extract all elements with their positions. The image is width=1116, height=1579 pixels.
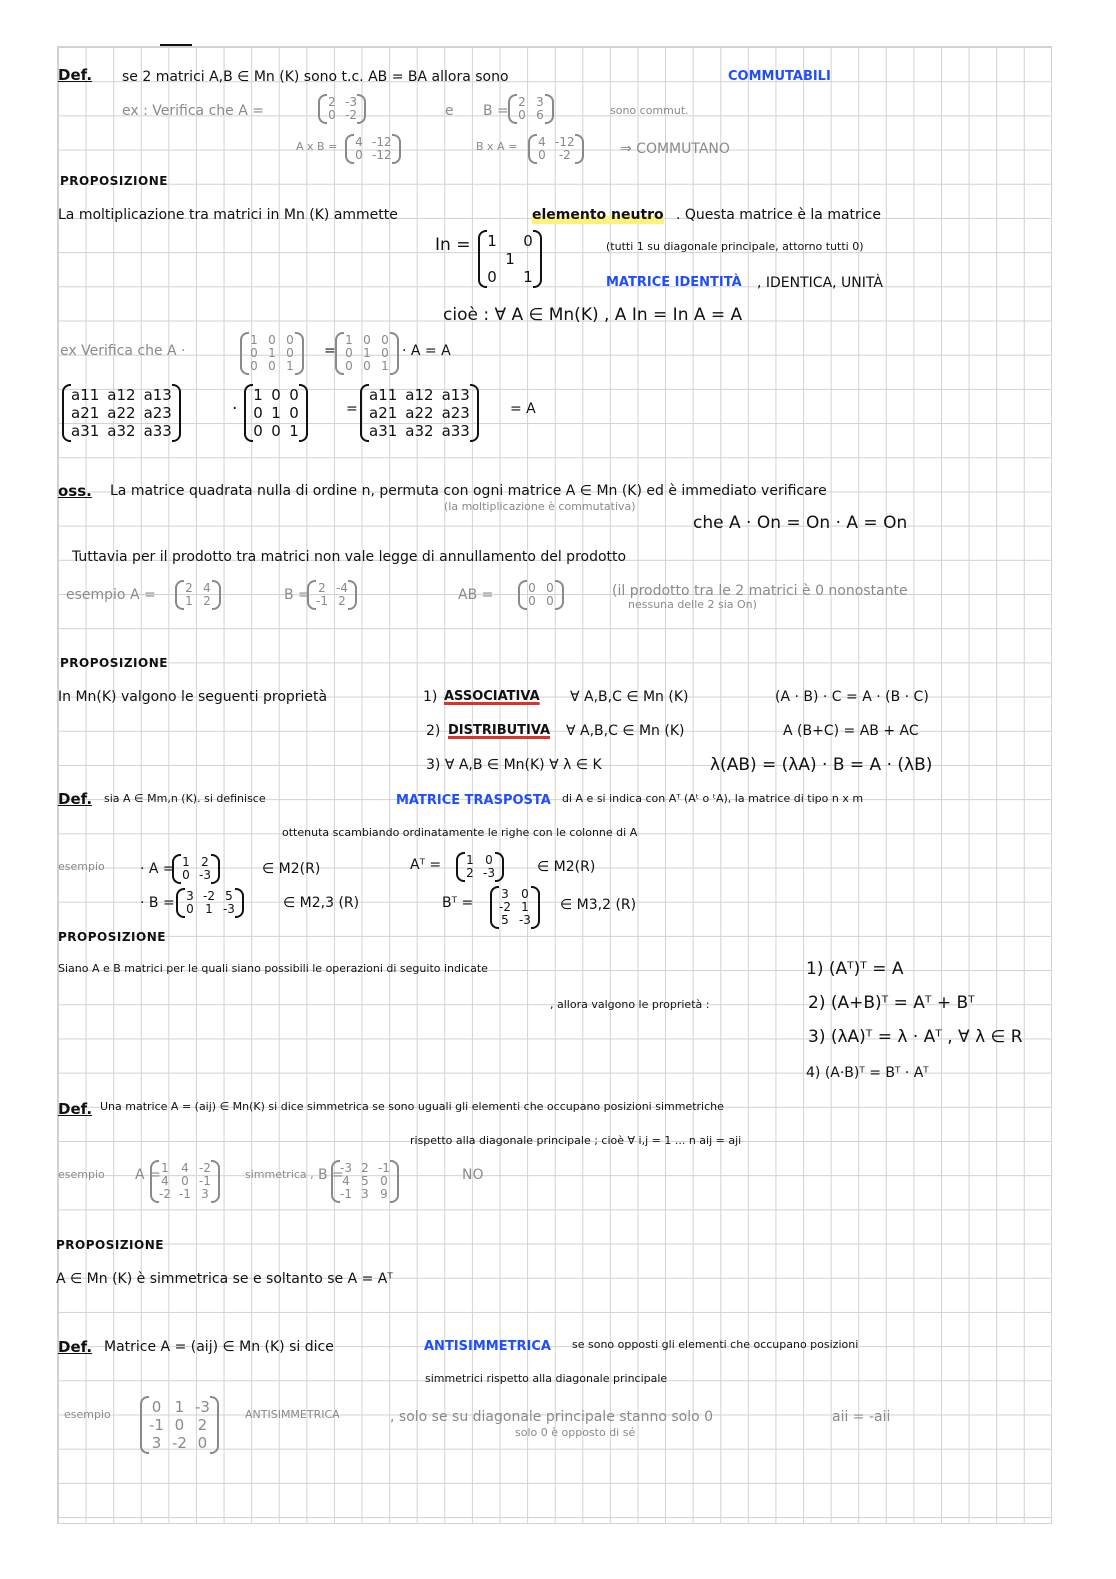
matrix bbox=[307, 580, 357, 610]
matrix-cell: 0 bbox=[345, 359, 353, 373]
term-trasposta: MATRICE TRASPOSTA bbox=[396, 793, 551, 808]
matrix-cell: 4 bbox=[181, 1161, 189, 1175]
matrix-cell: 5 bbox=[501, 913, 509, 927]
matrix-cell: -2 bbox=[558, 148, 571, 162]
text: simmetrici rispetto alla diagonale principale bbox=[425, 1372, 668, 1385]
matrix-cell: -2 bbox=[171, 1434, 187, 1452]
matrix-cell: 1 bbox=[250, 333, 258, 347]
text: La moltiplicazione tra matrici in Mn (K) ammette bbox=[58, 207, 398, 223]
matrix-cell: 1 bbox=[161, 1161, 169, 1175]
term-commutabili: COMMUTABILI bbox=[728, 69, 831, 84]
matrix-cell: 1 bbox=[289, 422, 299, 440]
matrix-cell: 1 bbox=[505, 250, 515, 268]
text: ∈ M2,3 (R) bbox=[283, 895, 360, 911]
note: (la moltiplicazione è commutativa) bbox=[444, 500, 636, 513]
matrix-cell bbox=[487, 250, 497, 268]
matrix bbox=[528, 134, 584, 164]
term-antisimmetrica: ANTISIMMETRICA bbox=[424, 1339, 551, 1354]
text: NO bbox=[462, 1167, 484, 1183]
property-4: 4) (A·B)ᵀ = Bᵀ · Aᵀ bbox=[806, 1065, 929, 1081]
matrix-cell: 0 bbox=[528, 594, 536, 608]
proposition-heading: PROPOSIZIONE bbox=[58, 930, 166, 944]
matrix bbox=[62, 384, 181, 442]
matrix-cell: a31 bbox=[71, 422, 100, 440]
text: In = bbox=[435, 235, 471, 255]
matrix-cell: -12 bbox=[555, 135, 575, 149]
text: Aᵀ = bbox=[410, 857, 442, 873]
matrix-cell: a32 bbox=[107, 422, 136, 440]
matrix-cell: 5 bbox=[361, 1174, 369, 1188]
matrix-cell: 0 bbox=[328, 108, 336, 122]
matrix-cell bbox=[505, 232, 515, 250]
matrix-cell: 1 bbox=[271, 404, 281, 422]
text: · bbox=[232, 399, 238, 419]
text: A (B+C) = AB + AC bbox=[783, 723, 919, 739]
matrix-cell: -4 bbox=[335, 581, 348, 595]
def-label: Def. bbox=[58, 1338, 93, 1356]
matrix bbox=[240, 332, 304, 375]
matrix-cell: -2 bbox=[499, 900, 511, 914]
text: ∈ M3,2 (R) bbox=[560, 897, 637, 913]
matrix-cell: 0 bbox=[182, 868, 190, 882]
matrix-cell: a12 bbox=[107, 386, 136, 404]
text: . Questa matrice è la matrice bbox=[676, 207, 881, 223]
matrix-cell: 2 bbox=[328, 95, 336, 109]
matrix-cell: 0 bbox=[286, 346, 294, 360]
matrix-cell: 0 bbox=[250, 346, 258, 360]
text: A = bbox=[135, 1167, 161, 1183]
matrix bbox=[244, 384, 308, 442]
matrix bbox=[318, 94, 366, 124]
matrix-cell: 1 bbox=[286, 359, 294, 373]
matrix-cell: 1 bbox=[487, 232, 497, 250]
matrix-cell: 3 bbox=[536, 95, 544, 109]
matrix-cell: 1 bbox=[345, 333, 353, 347]
text: La matrice quadrata nulla di ordine n, permuta con ogni matrice A ∈ Mn (K) ed è immediato verificare bbox=[110, 483, 827, 499]
matrix-cell: a22 bbox=[107, 404, 136, 422]
top-mark bbox=[160, 44, 192, 46]
matrix-cell: -12 bbox=[372, 135, 392, 149]
example-text: ex Verifica che A · bbox=[60, 343, 186, 359]
text: , allora valgono le proprietà : bbox=[550, 998, 710, 1011]
matrix-cell: a31 bbox=[369, 422, 398, 440]
matrix-cell: 2 bbox=[466, 866, 474, 880]
matrix-cell: 4 bbox=[538, 135, 546, 149]
text: λ(AB) = (λA) · B = A · (λB) bbox=[710, 755, 933, 775]
matrix-cell: 1 bbox=[182, 855, 190, 869]
matrix-cell: a11 bbox=[369, 386, 398, 404]
matrix bbox=[490, 886, 540, 929]
matrix-cell: 9 bbox=[380, 1187, 388, 1201]
matrix-cell: 0 bbox=[253, 404, 263, 422]
text: rispetto alla diagonale principale ; cioè ∀ i,j = 1 ... n aij = aji bbox=[410, 1134, 742, 1147]
text: se sono opposti gli elementi che occupano posizioni bbox=[572, 1338, 859, 1351]
text: (A · B) · C = A · (B · C) bbox=[775, 689, 929, 705]
matrix-cell: 0 bbox=[186, 902, 194, 916]
def-label: Def. bbox=[58, 790, 93, 808]
matrix-cell: -1 bbox=[340, 1187, 352, 1201]
matrix-cell: 1 bbox=[466, 853, 474, 867]
text: sono commut. bbox=[610, 104, 689, 117]
text: ∈ M2(R) bbox=[262, 861, 321, 877]
matrix-cell: 0 bbox=[289, 386, 299, 404]
example-text: esempio bbox=[58, 1168, 105, 1181]
matrix-cell: 0 bbox=[268, 333, 276, 347]
matrix-cell: -2 bbox=[198, 1161, 211, 1175]
matrix-cell: 0 bbox=[381, 333, 389, 347]
text: · A = bbox=[140, 861, 175, 877]
matrix-cell: 3 bbox=[201, 1187, 209, 1201]
matrix-cell: a33 bbox=[143, 422, 172, 440]
matrix bbox=[140, 1396, 219, 1454]
matrix-cell: 1 bbox=[381, 359, 389, 373]
matrix-cell: 4 bbox=[342, 1174, 350, 1188]
matrix-cell: a13 bbox=[143, 386, 172, 404]
matrix-cell: a11 bbox=[71, 386, 100, 404]
matrix bbox=[345, 134, 401, 164]
matrix-cell: -3 bbox=[345, 95, 357, 109]
text: ∀ A,B,C ∈ Mn (K) bbox=[566, 723, 685, 739]
matrix-cell: 1 bbox=[268, 346, 276, 360]
matrix-cell: 0 bbox=[381, 346, 389, 360]
text: Bᵀ = bbox=[442, 895, 474, 911]
matrix-cell: 0 bbox=[286, 333, 294, 347]
matrix-cell: 2 bbox=[201, 855, 209, 869]
def-text: se 2 matrici A,B ∈ Mn (K) sono t.c. AB = BA allora sono bbox=[122, 69, 509, 85]
matrix bbox=[456, 852, 504, 882]
matrix bbox=[335, 332, 399, 375]
text: e bbox=[445, 103, 454, 119]
matrix-cell: 1 bbox=[205, 902, 213, 916]
matrix-cell: 0 bbox=[380, 1174, 388, 1188]
matrix bbox=[478, 230, 542, 288]
matrix bbox=[150, 1160, 220, 1203]
matrix-cell: -12 bbox=[372, 148, 392, 162]
matrix-cell: -3 bbox=[199, 868, 211, 882]
matrix-cell: 1 bbox=[523, 268, 533, 286]
text: AB = bbox=[458, 587, 494, 603]
matrix-cell: -3 bbox=[483, 866, 495, 880]
matrix-cell: -3 bbox=[222, 902, 235, 916]
matrix-cell: a13 bbox=[441, 386, 470, 404]
grid-paper bbox=[57, 46, 1052, 1524]
matrix-cell: 0 bbox=[521, 887, 529, 901]
text: Siano A e B matrici per le quali siano possibili le operazioni di seguito indicate bbox=[58, 962, 488, 975]
example-text: ex : Verifica che A = bbox=[122, 103, 264, 119]
matrix-cell: 2 bbox=[203, 594, 211, 608]
text: 1) bbox=[423, 689, 438, 705]
matrix-cell: 3 bbox=[361, 1187, 369, 1201]
matrix-cell: 0 bbox=[345, 346, 353, 360]
matrix-cell: 6 bbox=[536, 108, 544, 122]
text: cioè : ∀ A ∈ Mn(K) , A In = In A = A bbox=[443, 305, 743, 325]
text: 3) ∀ A,B ∈ Mn(K) ∀ λ ∈ K bbox=[426, 757, 602, 773]
matrix-cell: 2 bbox=[361, 1161, 369, 1175]
highlighted-term: elemento neutro bbox=[532, 207, 664, 223]
text: ANTISIMMETRICA bbox=[245, 1408, 340, 1421]
matrix-cell: a21 bbox=[369, 404, 398, 422]
matrix-cell: a33 bbox=[441, 422, 470, 440]
matrix-cell: a22 bbox=[405, 404, 434, 422]
matrix-cell: 0 bbox=[250, 359, 258, 373]
note: (il prodotto tra le 2 matrici è 0 nonostante bbox=[612, 583, 908, 599]
text: , solo se su diagonale principale stanno solo 0 bbox=[390, 1409, 714, 1425]
note: nessuna delle 2 sia On) bbox=[628, 598, 757, 611]
matrix-cell: -1 bbox=[377, 1161, 390, 1175]
matrix-cell: 0 bbox=[523, 232, 533, 250]
text: Matrice A = (aij) ∈ Mn (K) si dice bbox=[104, 1339, 334, 1355]
matrix-cell: -1 bbox=[149, 1416, 164, 1434]
matrix-cell: 4 bbox=[203, 581, 211, 595]
matrix bbox=[172, 854, 220, 884]
matrix-cell: -1 bbox=[316, 594, 328, 608]
text: = A bbox=[510, 401, 536, 417]
text: aii = -aii bbox=[832, 1409, 891, 1425]
oss-label: oss. bbox=[58, 482, 92, 500]
example-text: esempio bbox=[64, 1408, 111, 1421]
matrix-cell: -3 bbox=[340, 1161, 352, 1175]
text: ⇒ COMMUTANO bbox=[620, 141, 730, 157]
property-3: 3) (λA)ᵀ = λ · Aᵀ , ∀ λ ∈ R bbox=[808, 1027, 1023, 1047]
matrix-cell: 0 bbox=[546, 594, 554, 608]
matrix-cell: 0 bbox=[174, 1416, 185, 1434]
matrix-cell: 0 bbox=[485, 853, 493, 867]
matrix-cell: 0 bbox=[546, 581, 554, 595]
matrix-cell: -3 bbox=[518, 913, 531, 927]
matrix-cell: 0 bbox=[197, 1434, 208, 1452]
matrix-cell: -2 bbox=[345, 108, 357, 122]
text: In Mn(K) valgono le seguenti proprietà bbox=[58, 689, 328, 705]
matrix-cell: 2 bbox=[185, 581, 193, 595]
matrix-cell: 3 bbox=[186, 889, 194, 903]
matrix-cell: 2 bbox=[197, 1416, 208, 1434]
def-label: Def. bbox=[58, 1100, 93, 1118]
matrix-cell: 0 bbox=[181, 1174, 189, 1188]
text: solo 0 è opposto di sé bbox=[515, 1426, 636, 1439]
matrix-cell: a23 bbox=[143, 404, 172, 422]
matrix-cell: 0 bbox=[289, 404, 299, 422]
text: simmetrica , bbox=[245, 1168, 314, 1181]
matrix-cell: 0 bbox=[355, 148, 363, 162]
def-label: Def. bbox=[58, 66, 93, 84]
matrix-cell: 0 bbox=[518, 108, 526, 122]
matrix-cell: 0 bbox=[363, 333, 371, 347]
term-distributiva: DISTRIBUTIVA bbox=[448, 723, 551, 738]
text: A x B = bbox=[296, 140, 338, 153]
matrix-cell: -2 bbox=[203, 889, 215, 903]
proposition-heading: PROPOSIZIONE bbox=[60, 656, 168, 670]
text: · A = A bbox=[402, 343, 451, 359]
example-text: esempio A = bbox=[66, 587, 156, 603]
matrix bbox=[518, 580, 564, 610]
text: B = bbox=[318, 1167, 344, 1183]
property-2: 2) (A+B)ᵀ = Aᵀ + Bᵀ bbox=[808, 993, 975, 1013]
matrix-cell: 0 bbox=[363, 359, 371, 373]
matrix-cell: -1 bbox=[198, 1174, 211, 1188]
text: B = bbox=[284, 587, 310, 603]
text: ottenuta scambiando ordinatamente le righe con le colonne di A bbox=[282, 826, 638, 839]
text: = bbox=[346, 401, 358, 417]
matrix-cell: 4 bbox=[355, 135, 363, 149]
matrix-cell: a32 bbox=[405, 422, 434, 440]
matrix-cell: 3 bbox=[501, 887, 509, 901]
proposition-heading: PROPOSIZIONE bbox=[56, 1238, 164, 1252]
matrix-cell: 1 bbox=[521, 900, 529, 914]
text: = bbox=[324, 343, 336, 359]
text: ∀ A,B,C ∈ Mn (K) bbox=[570, 689, 689, 705]
matrix-cell: 2 bbox=[338, 594, 346, 608]
matrix-cell: -1 bbox=[178, 1187, 191, 1201]
proposition-heading: PROPOSIZIONE bbox=[60, 174, 168, 188]
matrix bbox=[176, 888, 244, 918]
text: 2) bbox=[426, 723, 441, 739]
text: ∈ M2(R) bbox=[537, 859, 596, 875]
matrix-cell bbox=[523, 250, 533, 268]
matrix-cell: 0 bbox=[253, 422, 263, 440]
matrix-cell: 2 bbox=[518, 95, 526, 109]
text: sia A ∈ Mm,n (K). si definisce bbox=[104, 792, 266, 805]
text: A ∈ Mn (K) è simmetrica se e soltanto se A = Aᵀ bbox=[56, 1271, 393, 1287]
matrix-cell: 1 bbox=[185, 594, 193, 608]
matrix bbox=[360, 384, 479, 442]
matrix-cell: 0 bbox=[271, 422, 281, 440]
matrix-cell: -2 bbox=[159, 1187, 171, 1201]
matrix-cell: -3 bbox=[194, 1398, 210, 1416]
matrix-cell: 0 bbox=[271, 386, 281, 404]
matrix-cell: 1 bbox=[253, 386, 263, 404]
matrix-cell bbox=[505, 268, 515, 286]
text: Tuttavia per il prodotto tra matrici non vale legge di annullamento del prodotto bbox=[72, 549, 627, 565]
matrix-cell: 0 bbox=[268, 359, 276, 373]
text: di A e si indica con Aᵀ (Aᵗ o ᵗA), la matrice di tipo n x m bbox=[562, 792, 864, 805]
term-associativa: ASSOCIATIVA bbox=[444, 689, 540, 704]
matrix-cell: a23 bbox=[441, 404, 470, 422]
matrix-cell: a21 bbox=[71, 404, 100, 422]
note: (tutti 1 su diagonale principale, attorno tutti 0) bbox=[606, 240, 864, 253]
matrix bbox=[508, 94, 554, 124]
text: che A · On = On · A = On bbox=[693, 513, 908, 533]
text: B = bbox=[483, 103, 509, 119]
matrix-cell: 5 bbox=[225, 889, 233, 903]
matrix-cell: 3 bbox=[151, 1434, 162, 1452]
matrix-cell: 2 bbox=[318, 581, 326, 595]
property-1: 1) (Aᵀ)ᵀ = A bbox=[806, 959, 904, 979]
text: Una matrice A = (aij) ∈ Mn(K) si dice simmetrica se sono uguali gli elementi che occupano posizioni simmetriche bbox=[100, 1100, 724, 1113]
term-identita: MATRICE IDENTITÀ bbox=[606, 275, 742, 290]
matrix-cell: a12 bbox=[405, 386, 434, 404]
matrix-cell: 0 bbox=[538, 148, 546, 162]
matrix-cell: 1 bbox=[363, 346, 371, 360]
matrix-cell: 0 bbox=[528, 581, 536, 595]
matrix bbox=[175, 580, 221, 610]
matrix-cell: 0 bbox=[151, 1398, 162, 1416]
text: , IDENTICA, UNITÀ bbox=[757, 275, 883, 291]
matrix bbox=[331, 1160, 399, 1203]
matrix-cell: 1 bbox=[174, 1398, 185, 1416]
example-text: esempio bbox=[58, 860, 105, 873]
text: · B = bbox=[140, 895, 175, 911]
matrix-cell: 4 bbox=[161, 1174, 169, 1188]
matrix-cell: 0 bbox=[487, 268, 497, 286]
text: B x A = bbox=[476, 140, 518, 153]
